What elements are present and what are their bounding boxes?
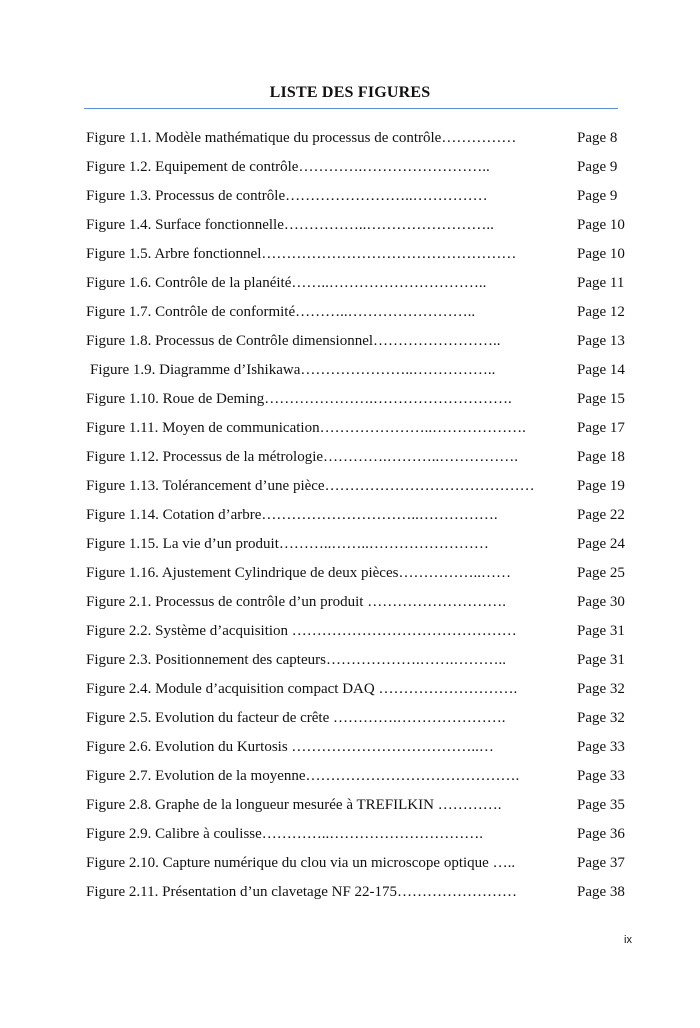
figure-page-ref: Page 11: [577, 275, 625, 291]
figure-page-ref: Page 17: [577, 420, 625, 436]
title-divider: [84, 108, 618, 109]
figure-title: Figure 2.10. Capture numérique du clou via un microscope optique …..: [86, 855, 516, 871]
figure-page-ref: Page 14: [577, 362, 625, 378]
figure-page-ref: Page 12: [577, 304, 625, 320]
figure-entry: [86, 792, 632, 821]
figure-entry: [86, 270, 632, 299]
figure-entry: [86, 154, 632, 183]
figure-entry: [86, 299, 632, 328]
figure-entry: [86, 328, 632, 357]
figure-entry: [86, 212, 632, 241]
figure-page-ref: Page 15: [577, 391, 625, 407]
figure-title: Figure 1.14. Cotation d’arbre…………………………..…………….: [86, 507, 498, 523]
figure-title: Figure 2.7. Evolution de la moyenne…………………………………….: [86, 768, 520, 784]
figure-title: Figure 1.1. Modèle mathématique du processus de contrôle……………: [86, 130, 517, 146]
figure-page-ref: Page 32: [577, 681, 625, 697]
figure-entry: [86, 183, 632, 212]
figure-entry: [86, 879, 632, 908]
figure-page-ref: Page 9: [577, 188, 618, 204]
figure-page-ref: Page 38: [577, 884, 625, 900]
figure-page-ref: Page 35: [577, 797, 625, 813]
figure-entry: [86, 473, 632, 502]
figure-page-ref: Page 30: [577, 594, 625, 610]
figure-title: Figure 1.12. Processus de la métrologie………….………..…………….: [86, 449, 519, 465]
figure-page-ref: Page 33: [577, 739, 625, 755]
figure-title: Figure 1.10. Roue de Deming………………….……………………….: [86, 391, 512, 407]
figure-page-ref: Page 37: [577, 855, 625, 871]
figure-title: Figure 2.2. Système d’acquisition ………………………………………: [86, 623, 517, 639]
figure-page-ref: Page 33: [577, 768, 625, 784]
figure-page-ref: Page 31: [577, 652, 625, 668]
figure-title: Figure 2.3. Positionnement des capteurs……………….…….………..: [86, 652, 506, 668]
figure-page-ref: Page 24: [577, 536, 625, 552]
figure-title: Figure 1.9. Diagramme d’Ishikawa…………………..……………..: [90, 362, 496, 378]
figure-page-ref: Page 31: [577, 623, 625, 639]
figure-entry: [86, 241, 632, 270]
figure-page-ref: Page 32: [577, 710, 625, 726]
figure-page-ref: Page 36: [577, 826, 625, 842]
figure-entry: [86, 531, 632, 560]
figure-entry: [86, 502, 632, 531]
figure-title: Figure 1.6. Contrôle de la planéité……..…………………………..: [86, 275, 487, 291]
figure-entry: [86, 618, 632, 647]
figure-entry: [86, 763, 632, 792]
figure-title: Figure 1.11. Moyen de communication…………………..……………….: [86, 420, 526, 436]
figure-title: Figure 1.16. Ajustement Cylindrique de deux pièces……………..……: [86, 565, 511, 581]
figure-page-ref: Page 10: [577, 246, 625, 262]
figure-entry: [86, 647, 632, 676]
figure-entry: [86, 560, 632, 589]
figure-page-ref: Page 13: [577, 333, 625, 349]
figure-title: Figure 2.5. Evolution du facteur de crête ………….………………….: [86, 710, 506, 726]
figure-title: Figure 2.9. Calibre à coulisse…………..………………………….: [86, 826, 484, 842]
figure-entry: [86, 444, 632, 473]
figure-page-ref: Page 9: [577, 159, 618, 175]
figure-entry: [86, 386, 632, 415]
figure-title: Figure 2.11. Présentation d’un clavetage NF 22-175……………………: [86, 884, 518, 900]
figure-title: Figure 2.4. Module d’acquisition compact DAQ ……………………….: [86, 681, 518, 697]
figure-entry: [86, 415, 632, 444]
figure-entry: [86, 676, 632, 705]
figure-title: Figure 1.5. Arbre fonctionnel……………………………………………: [86, 246, 517, 262]
figure-title: Figure 1.15. La vie d’un produit………..……..……………………: [86, 536, 489, 552]
figure-entry: [86, 850, 632, 879]
figure-entry: [86, 734, 632, 763]
figure-page-ref: Page 18: [577, 449, 625, 465]
figure-entry: [86, 705, 632, 734]
figure-entry: [86, 125, 632, 154]
figure-page-ref: Page 19: [577, 478, 625, 494]
figure-page-ref: Page 25: [577, 565, 625, 581]
figure-title: Figure 1.7. Contrôle de conformité………..……………………..: [86, 304, 476, 320]
figure-title: Figure 2.6. Evolution du Kurtosis ………………………………..…: [86, 739, 494, 755]
figure-title: Figure 1.4. Surface fonctionnelle……………..……………………..: [86, 217, 494, 233]
figure-title: Figure 1.2. Equipement de contrôle………….……………………..: [86, 159, 490, 175]
figure-entry: [86, 821, 632, 850]
figure-title: Figure 2.1. Processus de contrôle d’un produit ……………………….: [86, 594, 506, 610]
figure-list: [86, 125, 632, 908]
figure-page-ref: Page 8: [577, 130, 618, 146]
figure-title: Figure 2.8. Graphe de la longueur mesurée à TREFILKIN ………….: [86, 797, 502, 813]
figure-title: Figure 1.8. Processus de Contrôle dimensionnel……………………..: [86, 333, 501, 349]
figure-title: Figure 1.3. Processus de contrôle……………………..……………: [86, 188, 488, 204]
page-title: LISTE DES FIGURES: [269, 84, 431, 101]
page-number: ix: [624, 934, 632, 946]
figure-page-ref: Page 22: [577, 507, 625, 523]
figure-entry: [86, 357, 632, 386]
figure-entry: [86, 589, 632, 618]
figure-title: Figure 1.13. Tolérancement d’une pièce……………………………………: [86, 478, 535, 494]
figure-page-ref: Page 10: [577, 217, 625, 233]
